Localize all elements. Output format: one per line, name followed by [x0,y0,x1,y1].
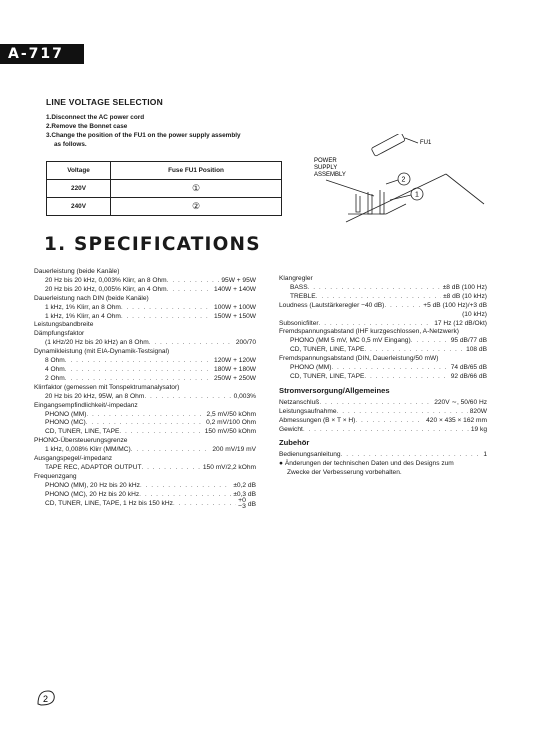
leader-dots [65,375,212,384]
spec-row [34,268,256,277]
spec-value: 2,5 mV/50 kOhm [206,410,256,418]
spec-row [34,330,256,339]
spec-label: CD, TUNER, LINE, TAPE [290,346,365,354]
leader-dots [337,408,468,417]
spec-value: ±8 dB (100 Hz) [442,283,487,291]
spec-label: Dauerleistung (beide Kanäle) [34,268,120,275]
spec-row [34,464,256,473]
spec-label: (1 kHz/20 Hz bis 20 kHz) an 8 Ohm [45,339,149,347]
leader-dots [86,411,204,420]
spec-row [279,293,487,302]
spec-value: 140W + 140W [214,285,256,293]
spec-row [34,313,256,322]
tolerance-top: +0 [238,496,246,504]
spec-label: 1 kHz, 1% Klirr, an 8 Ohm [45,303,121,311]
table-row [47,198,282,216]
tolerance-unit: dB [247,501,256,509]
spec-row [34,455,256,464]
spec-label: Fremdspannungsabstand (DIN, Dauerleistung/50 mW) [279,355,439,363]
spec-row [279,417,487,426]
spec-row [279,320,487,329]
page-number-mark [36,690,56,706]
leader-dots [364,346,464,355]
leader-dots [316,293,441,302]
leader-dots [139,491,231,500]
spec-row [34,321,256,330]
spec-value: 74 dB/65 dB [450,364,487,372]
spec-row [34,419,256,428]
leader-dots [384,302,421,311]
spec-row [34,304,256,313]
spec-label: PHONO (MM) [45,410,87,418]
spec-row [34,295,256,304]
spec-row [34,491,256,500]
spec-label: Klangregler [279,275,313,282]
spec-label: 20 Hz bis 20 kHz, 95W, an 8 Ohm [45,392,145,400]
spec-row [34,437,256,446]
spec-value: 95 dB/77 dB [450,337,487,345]
spec-row [34,366,256,375]
spec-label: PHONO (MC), 20 Hz bis 20 kHz [45,490,140,498]
spec-row [34,446,256,455]
leader-dots [331,364,448,373]
spec-label: 8 Ohm [45,357,65,365]
spec-row [34,375,256,384]
line-voltage-title: LINE VOLTAGE SELECTION [46,97,163,107]
spec-value: 180W + 180W [214,365,256,373]
leader-dots [141,464,200,473]
spec-label: Netzanschluß [279,398,320,406]
cell-voltage: 220V [47,180,111,198]
spec-row [34,473,256,482]
spec-label: Dauerleistung nach DIN (beide Kanäle) [34,294,149,302]
spec-label: Leistungsbandbreite [34,321,94,329]
spec-value: 108 dB [466,346,487,354]
spec-row [279,373,487,382]
spec-value: 150 mV/2,2 kOhm [202,463,256,471]
spec-row [279,328,487,337]
spec-label: Klirrfaktor (gemessen mit Tonspektrumanalysator) [34,383,180,391]
specifications-title: 1. SPECIFICATIONS [44,234,261,255]
spec-row [279,284,487,293]
spec-label: TREBLE [290,292,316,300]
spec-row [279,399,487,408]
spec-label: 2 Ohm [45,374,65,382]
spec-row [34,393,256,402]
spec-value: 150W + 150W [214,312,256,320]
leader-dots [65,357,212,366]
leader-dots [167,286,212,295]
line-voltage-steps [46,113,316,149]
leader-dots [86,419,204,428]
arrow-2 [386,180,398,184]
spec-label: PHONO (MC) [45,419,86,427]
spec-value: 0,003% [233,392,256,400]
spec-label: 20 Hz bis 20 kHz, 0,003% Klirr, an 8 Ohm [45,276,167,284]
spec-row [279,311,487,320]
spec-right-column [279,275,487,478]
spec-value: 200 mV/19 mV [212,446,256,454]
spec-label: PHONO (MM), 20 Hz bis 20 kHz [45,481,140,489]
spec-row [34,277,256,286]
spec-value: 420 × 435 × 162 mm [426,416,487,424]
spec-label: CD, TUNER, LINE, TAPE [45,428,120,436]
spec-label: Leistungsaufnahme [279,407,337,415]
spec-label: 1 kHz, 1% Klirr, an 4 Ohm [45,312,121,320]
leader-dots [364,373,448,382]
accessories-section [279,451,487,460]
spec-value: 820W [469,407,487,415]
leader-dots [149,339,234,348]
leader-dots [131,446,211,455]
spec-row [34,384,256,393]
step-3: 3.Change the position of the FU1 on the power supply assembly [46,132,241,139]
spec-label: Dynamikleistung (mit EIA-Dynamik-Testsignal) [34,348,170,356]
leader-dots [411,337,449,346]
spec-label: CD, TUNER, LINE, TAPE, 1 Hz bis 150 kHz [45,499,173,507]
spec-left-column [34,268,256,510]
spec-label: BASS [290,283,308,291]
tolerance-fraction [238,498,246,510]
spec-value [236,496,256,511]
board-outline [348,204,406,214]
psa-label-3: ASSEMBLY [314,172,346,178]
note-line-1: ● Änderungen der technischen Daten und des Designs zum [279,460,454,468]
spec-value: 200/70 [235,339,256,347]
spec-value: 92 dB/66 dB [450,372,487,380]
table-header-row [47,162,282,180]
spec-row [279,364,487,373]
leader-dots [144,393,231,402]
spec-label: PHONO-Übersteuerungsgrenze [34,437,128,445]
leader-dots [319,320,433,329]
note-line-2: Zwecke der Verbesserung vorbehalten. [287,469,402,477]
spec-row [34,482,256,491]
marker-2-label: 2 [401,176,406,184]
spec-value: 120W + 120W [214,357,256,365]
spec-label: Bedienungsanleitung [279,451,341,459]
header-voltage: Voltage [47,162,111,180]
spec-row [34,496,256,511]
cell-voltage: 240V [47,198,111,216]
spec-value: 19 kg [470,425,487,433]
tolerance-bottom: −3 [238,502,246,510]
spec-label: Gewicht [279,425,303,433]
psa-label-2: SUPPLY [314,165,338,171]
model-badge [0,44,84,64]
spec-label: Abmessungen (B × T × H) [279,416,356,424]
spec-value: 1 [483,451,487,459]
leader-dots [341,451,482,460]
fuse-assembly-diagram [286,134,486,224]
step-3-cont: as follows. [54,141,87,148]
fuse-position-table [46,161,282,216]
spec-value: (10 kHz) [462,310,487,318]
spec-label: PHONO (MM 5 mV, MC 0,5 mV Eingang) [290,337,411,345]
power-section [279,399,487,435]
spec-row [279,275,487,284]
spec-value: 220V ∼, 50/60 Hz [434,398,487,406]
spec-label: 1 kHz, 0,008% Klirr (MM/MC) [45,446,131,454]
psa-label-1: POWER [314,158,337,164]
psa-leader [326,180,374,196]
fu1-label: FU1 [420,140,432,146]
leader-dots [121,304,212,313]
spec-value: +5 dB (100 Hz)/+3 dB [423,301,487,309]
spec-label: PHONO (MM) [290,364,332,372]
leader-dots [319,399,432,408]
cell-position: ② [111,198,282,216]
spec-row [34,402,256,411]
model-label: A-717 [8,46,64,62]
spec-row [34,411,256,420]
spec-row [34,357,256,366]
spec-row [279,408,487,417]
spec-value: 17 Hz (12 dB/Okt) [434,319,487,327]
spec-label: CD, TUNER, LINE, TAPE [290,372,365,380]
leader-dots [355,417,424,426]
spec-label: Ausgangspegel/-impedanz [34,455,113,463]
table-row [47,180,282,198]
spec-row [279,355,487,364]
spec-row [279,302,487,311]
fuse-body [371,134,405,156]
fu1-leader [405,138,418,143]
spec-row [279,451,487,460]
spec-value: 150 mV/50 kOhm [204,428,256,436]
spec-label: Subsonicfilter [279,319,319,327]
leader-dots [173,500,236,511]
page-number: 2 [43,694,49,704]
leader-dots [140,482,231,491]
spec-value: 95W + 95W [221,276,256,284]
leader-dots [308,284,441,293]
spec-row [279,346,487,355]
spec-label: Eingangsempfindlichkeit/-impedanz [34,401,138,409]
spec-value: 100W + 100W [214,303,256,311]
chassis-edge-line [346,174,446,222]
spec-row [34,348,256,357]
leader-dots [121,313,212,322]
spec-label: Fremdspannungsabstand (IHF kurzgeschlossen, A-Netzwerk) [279,328,459,336]
chassis-side-line [446,174,484,204]
spec-label: 4 Ohm [45,365,65,373]
header-fuse-position: Fuse FU1 Position [111,162,282,180]
accessories-title: Zubehör [279,438,310,448]
spec-value: ±0,3 dB [233,490,256,498]
marker-1-label: 1 [415,191,419,199]
spec-label: Dämpfungsfaktor [34,330,85,338]
leader-dots [167,277,220,286]
spec-label: Frequenzgang [34,472,77,480]
tone-section [279,275,487,382]
cell-position: ① [111,180,282,198]
spec-label: TAPE REC, ADAPTOR OUTPUT [45,463,142,471]
spec-row [279,426,487,435]
spec-row [34,286,256,295]
leader-dots [303,426,469,435]
spec-label: Loudness (Lautstärkeregler −40 dB) [279,301,385,309]
spec-value: 0,2 mV/100 Ohm [206,419,256,427]
leader-dots [65,366,212,375]
spec-row [34,339,256,348]
step-1: 1.Disconnect the AC power cord [46,114,145,121]
spec-value: 250W + 250W [214,374,256,382]
spec-row [34,428,256,437]
spec-value: ±8 dB (10 kHz) [443,292,487,300]
spec-label: 20 Hz bis 20 kHz, 0,005% Klirr, an 4 Ohm [45,285,167,293]
leader-dots [119,428,202,437]
power-title: Stromversorgung/Allgemeines [279,385,390,395]
spec-value: ±0,2 dB [233,481,256,489]
step-2: 2.Remove the Bonnet case [46,123,128,130]
spec-row [279,337,487,346]
